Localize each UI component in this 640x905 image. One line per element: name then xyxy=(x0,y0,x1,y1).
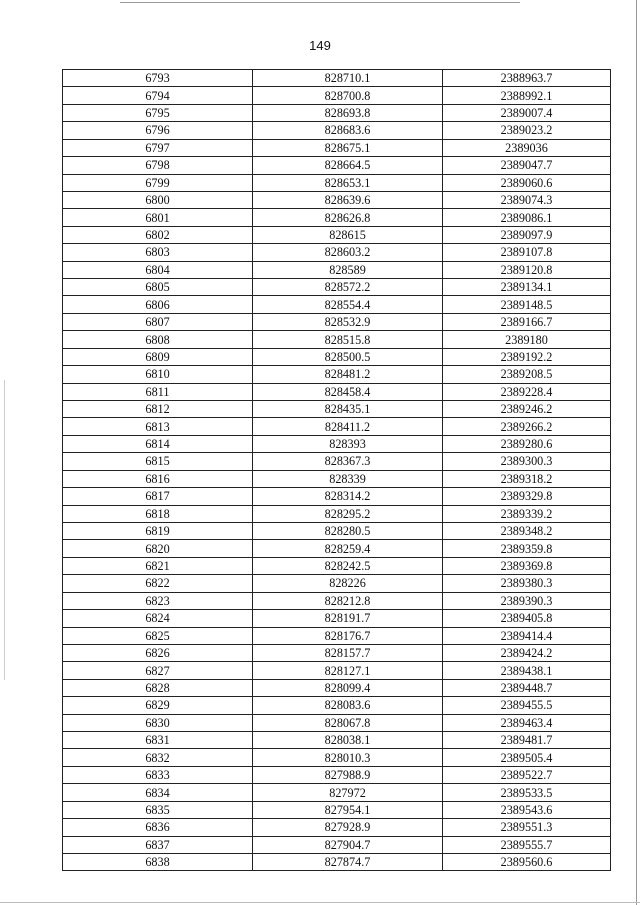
table-row xyxy=(63,470,611,487)
coordinates-table-body xyxy=(63,70,611,871)
x-coordinate-cell: 828515.8 xyxy=(253,331,443,348)
point-number-cell: 6810 xyxy=(63,366,253,383)
y-coordinate-cell: 2389522.7 xyxy=(443,766,611,783)
point-number-cell: 6802 xyxy=(63,226,253,243)
y-coordinate-cell: 2389060.6 xyxy=(443,174,611,191)
point-number-cell: 6808 xyxy=(63,331,253,348)
x-coordinate-cell: 827988.9 xyxy=(253,766,443,783)
point-number-cell: 6812 xyxy=(63,401,253,418)
x-coordinate-cell: 828481.2 xyxy=(253,366,443,383)
page-number: 149 xyxy=(309,38,331,53)
table-row xyxy=(63,714,611,731)
table-row xyxy=(63,70,611,87)
scan-edge-right xyxy=(636,0,637,905)
y-coordinate-cell: 2389107.8 xyxy=(443,244,611,261)
y-coordinate-cell: 2389390.3 xyxy=(443,592,611,609)
table-row xyxy=(63,853,611,870)
point-number-cell: 6835 xyxy=(63,801,253,818)
x-coordinate-cell: 828038.1 xyxy=(253,732,443,749)
point-number-cell: 6811 xyxy=(63,383,253,400)
point-number-cell: 6827 xyxy=(63,662,253,679)
point-number-cell: 6799 xyxy=(63,174,253,191)
x-coordinate-cell: 827972 xyxy=(253,784,443,801)
point-number-cell: 6817 xyxy=(63,488,253,505)
x-coordinate-cell: 828242.5 xyxy=(253,557,443,574)
point-number-cell: 6809 xyxy=(63,348,253,365)
x-coordinate-cell: 828339 xyxy=(253,470,443,487)
point-number-cell: 6806 xyxy=(63,296,253,313)
y-coordinate-cell: 2389208.5 xyxy=(443,366,611,383)
point-number-cell: 6804 xyxy=(63,261,253,278)
x-coordinate-cell: 828295.2 xyxy=(253,505,443,522)
x-coordinate-cell: 828675.1 xyxy=(253,139,443,156)
y-coordinate-cell: 2389086.1 xyxy=(443,209,611,226)
point-number-cell: 6803 xyxy=(63,244,253,261)
table-row xyxy=(63,174,611,191)
y-coordinate-cell: 2389166.7 xyxy=(443,313,611,330)
y-coordinate-cell: 2389551.3 xyxy=(443,819,611,836)
point-number-cell: 6826 xyxy=(63,644,253,661)
point-number-cell: 6801 xyxy=(63,209,253,226)
point-number-cell: 6816 xyxy=(63,470,253,487)
x-coordinate-cell: 828411.2 xyxy=(253,418,443,435)
x-coordinate-cell: 828458.4 xyxy=(253,383,443,400)
x-coordinate-cell: 827954.1 xyxy=(253,801,443,818)
y-coordinate-cell: 2389280.6 xyxy=(443,435,611,452)
table-row xyxy=(63,836,611,853)
y-coordinate-cell: 2389369.8 xyxy=(443,557,611,574)
y-coordinate-cell: 2389023.2 xyxy=(443,122,611,139)
table-row xyxy=(63,435,611,452)
y-coordinate-cell: 2389300.3 xyxy=(443,453,611,470)
table-row xyxy=(63,296,611,313)
y-coordinate-cell: 2389380.3 xyxy=(443,575,611,592)
table-row xyxy=(63,732,611,749)
x-coordinate-cell: 828603.2 xyxy=(253,244,443,261)
table-row xyxy=(63,592,611,609)
y-coordinate-cell: 2389455.5 xyxy=(443,697,611,714)
table-row xyxy=(63,418,611,435)
x-coordinate-cell: 828532.9 xyxy=(253,313,443,330)
table-row xyxy=(63,453,611,470)
table-row xyxy=(63,749,611,766)
table-row xyxy=(63,575,611,592)
table-row xyxy=(63,505,611,522)
y-coordinate-cell: 2389463.4 xyxy=(443,714,611,731)
table-row xyxy=(63,679,611,696)
table-row xyxy=(63,261,611,278)
y-coordinate-cell: 2389097.9 xyxy=(443,226,611,243)
table-row xyxy=(63,766,611,783)
scan-edge-top xyxy=(120,2,520,3)
scan-edge-left xyxy=(4,380,5,680)
scan-edge-bottom xyxy=(0,902,640,903)
x-coordinate-cell: 828554.4 xyxy=(253,296,443,313)
point-number-cell: 6838 xyxy=(63,853,253,870)
table-row xyxy=(63,279,611,296)
x-coordinate-cell: 828589 xyxy=(253,261,443,278)
point-number-cell: 6836 xyxy=(63,819,253,836)
x-coordinate-cell: 828683.6 xyxy=(253,122,443,139)
table-row xyxy=(63,313,611,330)
x-coordinate-cell: 828653.1 xyxy=(253,174,443,191)
y-coordinate-cell: 2389348.2 xyxy=(443,522,611,539)
table-row xyxy=(63,87,611,104)
point-number-cell: 6821 xyxy=(63,557,253,574)
y-coordinate-cell: 2389074.3 xyxy=(443,191,611,208)
point-number-cell: 6807 xyxy=(63,313,253,330)
x-coordinate-cell: 828572.2 xyxy=(253,279,443,296)
table-row xyxy=(63,226,611,243)
point-number-cell: 6793 xyxy=(63,70,253,87)
x-coordinate-cell: 828280.5 xyxy=(253,522,443,539)
x-coordinate-cell: 828693.8 xyxy=(253,104,443,121)
y-coordinate-cell: 2389180 xyxy=(443,331,611,348)
x-coordinate-cell: 828615 xyxy=(253,226,443,243)
x-coordinate-cell: 828367.3 xyxy=(253,453,443,470)
y-coordinate-cell: 2389448.7 xyxy=(443,679,611,696)
y-coordinate-cell: 2389481.7 xyxy=(443,732,611,749)
x-coordinate-cell: 828010.3 xyxy=(253,749,443,766)
x-coordinate-cell: 828226 xyxy=(253,575,443,592)
x-coordinate-cell: 828500.5 xyxy=(253,348,443,365)
x-coordinate-cell: 828435.1 xyxy=(253,401,443,418)
point-number-cell: 6820 xyxy=(63,540,253,557)
table-row xyxy=(63,662,611,679)
point-number-cell: 6828 xyxy=(63,679,253,696)
y-coordinate-cell: 2389505.4 xyxy=(443,749,611,766)
table-row xyxy=(63,784,611,801)
point-number-cell: 6814 xyxy=(63,435,253,452)
x-coordinate-cell: 828127.1 xyxy=(253,662,443,679)
table-row xyxy=(63,644,611,661)
point-number-cell: 6834 xyxy=(63,784,253,801)
point-number-cell: 6800 xyxy=(63,191,253,208)
x-coordinate-cell: 828664.5 xyxy=(253,157,443,174)
y-coordinate-cell: 2389533.5 xyxy=(443,784,611,801)
point-number-cell: 6815 xyxy=(63,453,253,470)
table-row xyxy=(63,610,611,627)
x-coordinate-cell: 828191.7 xyxy=(253,610,443,627)
coordinates-table xyxy=(62,69,611,871)
y-coordinate-cell: 2389120.8 xyxy=(443,261,611,278)
point-number-cell: 6833 xyxy=(63,766,253,783)
table-row xyxy=(63,488,611,505)
y-coordinate-cell: 2389405.8 xyxy=(443,610,611,627)
table-row xyxy=(63,801,611,818)
table-row xyxy=(63,104,611,121)
table-row xyxy=(63,244,611,261)
point-number-cell: 6831 xyxy=(63,732,253,749)
point-number-cell: 6822 xyxy=(63,575,253,592)
y-coordinate-cell: 2389543.6 xyxy=(443,801,611,818)
point-number-cell: 6818 xyxy=(63,505,253,522)
y-coordinate-cell: 2389148.5 xyxy=(443,296,611,313)
table-row xyxy=(63,557,611,574)
y-coordinate-cell: 2389228.4 xyxy=(443,383,611,400)
y-coordinate-cell: 2389414.4 xyxy=(443,627,611,644)
y-coordinate-cell: 2389560.6 xyxy=(443,853,611,870)
y-coordinate-cell: 2389424.2 xyxy=(443,644,611,661)
point-number-cell: 6832 xyxy=(63,749,253,766)
point-number-cell: 6823 xyxy=(63,592,253,609)
x-coordinate-cell: 828626.8 xyxy=(253,209,443,226)
y-coordinate-cell: 2389339.2 xyxy=(443,505,611,522)
x-coordinate-cell: 828099.4 xyxy=(253,679,443,696)
y-coordinate-cell: 2389359.8 xyxy=(443,540,611,557)
point-number-cell: 6830 xyxy=(63,714,253,731)
y-coordinate-cell: 2389007.4 xyxy=(443,104,611,121)
y-coordinate-cell: 2388992.1 xyxy=(443,87,611,104)
x-coordinate-cell: 827928.9 xyxy=(253,819,443,836)
point-number-cell: 6798 xyxy=(63,157,253,174)
table-row xyxy=(63,209,611,226)
table-row xyxy=(63,331,611,348)
table-row xyxy=(63,139,611,156)
table-row xyxy=(63,157,611,174)
y-coordinate-cell: 2389047.7 xyxy=(443,157,611,174)
x-coordinate-cell: 828639.6 xyxy=(253,191,443,208)
x-coordinate-cell: 828700.8 xyxy=(253,87,443,104)
table-row xyxy=(63,540,611,557)
x-coordinate-cell: 827874.7 xyxy=(253,853,443,870)
y-coordinate-cell: 2389266.2 xyxy=(443,418,611,435)
y-coordinate-cell: 2389192.2 xyxy=(443,348,611,365)
table-row xyxy=(63,366,611,383)
point-number-cell: 6824 xyxy=(63,610,253,627)
y-coordinate-cell: 2389555.7 xyxy=(443,836,611,853)
table-row xyxy=(63,627,611,644)
x-coordinate-cell: 828212.8 xyxy=(253,592,443,609)
point-number-cell: 6794 xyxy=(63,87,253,104)
point-number-cell: 6825 xyxy=(63,627,253,644)
y-coordinate-cell: 2389438.1 xyxy=(443,662,611,679)
table-row xyxy=(63,122,611,139)
x-coordinate-cell: 828157.7 xyxy=(253,644,443,661)
table-row xyxy=(63,191,611,208)
y-coordinate-cell: 2389036 xyxy=(443,139,611,156)
point-number-cell: 6796 xyxy=(63,122,253,139)
point-number-cell: 6837 xyxy=(63,836,253,853)
point-number-cell: 6819 xyxy=(63,522,253,539)
point-number-cell: 6797 xyxy=(63,139,253,156)
x-coordinate-cell: 828393 xyxy=(253,435,443,452)
x-coordinate-cell: 828083.6 xyxy=(253,697,443,714)
y-coordinate-cell: 2389134.1 xyxy=(443,279,611,296)
point-number-cell: 6805 xyxy=(63,279,253,296)
point-number-cell: 6795 xyxy=(63,104,253,121)
x-coordinate-cell: 828710.1 xyxy=(253,70,443,87)
table-row xyxy=(63,697,611,714)
table-row xyxy=(63,401,611,418)
x-coordinate-cell: 828176.7 xyxy=(253,627,443,644)
point-number-cell: 6829 xyxy=(63,697,253,714)
table-row xyxy=(63,383,611,400)
x-coordinate-cell: 827904.7 xyxy=(253,836,443,853)
x-coordinate-cell: 828314.2 xyxy=(253,488,443,505)
x-coordinate-cell: 828067.8 xyxy=(253,714,443,731)
x-coordinate-cell: 828259.4 xyxy=(253,540,443,557)
y-coordinate-cell: 2389246.2 xyxy=(443,401,611,418)
table-row xyxy=(63,819,611,836)
y-coordinate-cell: 2388963.7 xyxy=(443,70,611,87)
table-row xyxy=(63,348,611,365)
y-coordinate-cell: 2389329.8 xyxy=(443,488,611,505)
point-number-cell: 6813 xyxy=(63,418,253,435)
y-coordinate-cell: 2389318.2 xyxy=(443,470,611,487)
table-row xyxy=(63,522,611,539)
